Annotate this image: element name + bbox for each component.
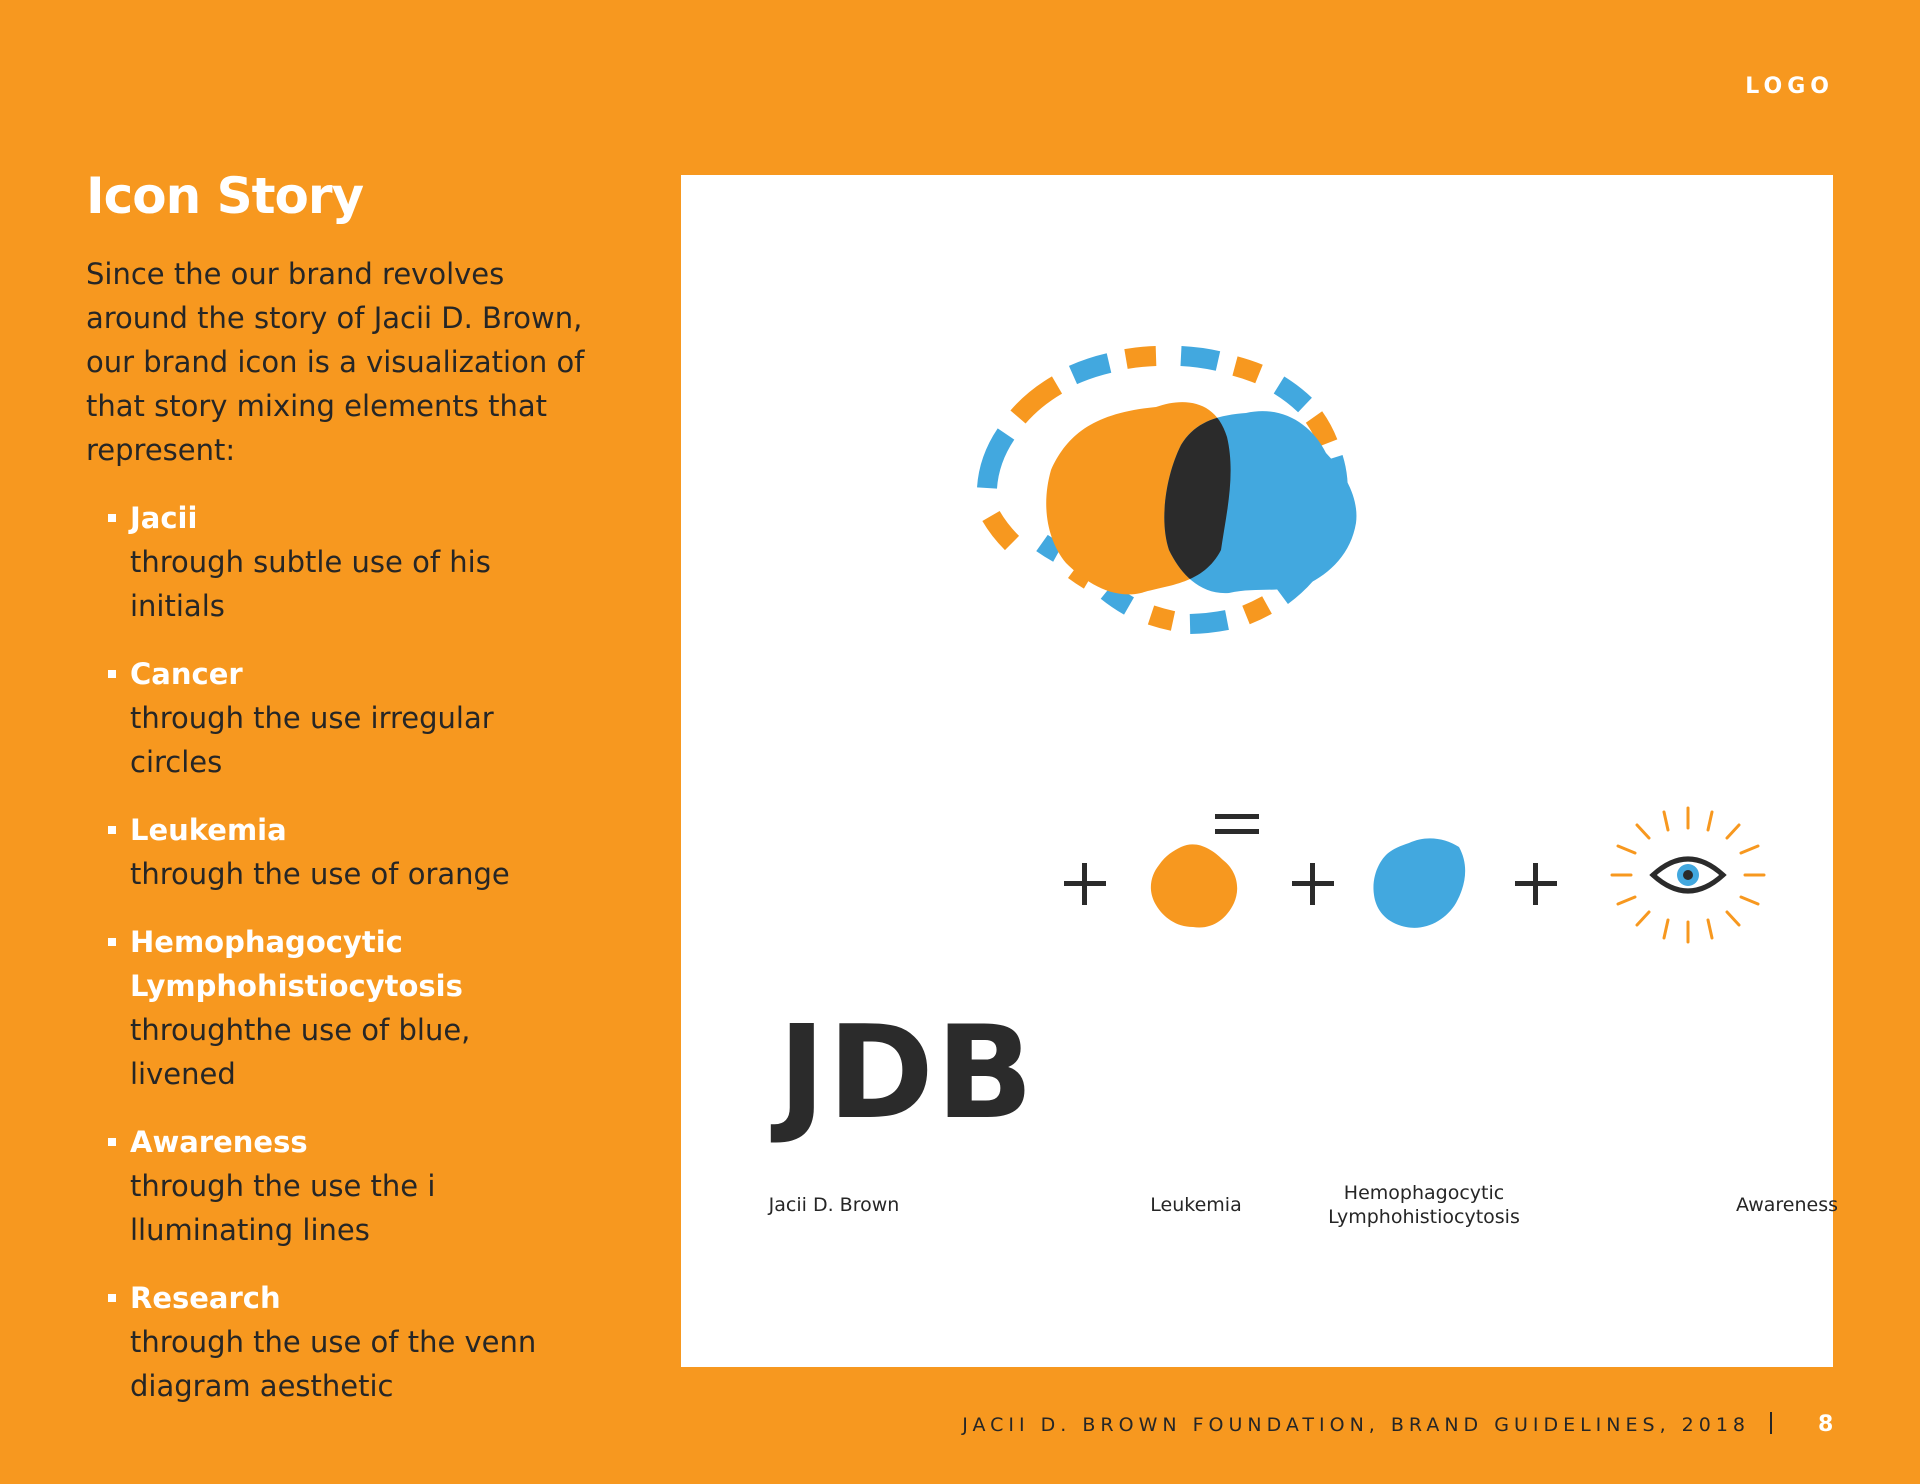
list-item-desc: through the use of orange xyxy=(130,857,510,891)
list-item-desc: through the use the i lluminating lines xyxy=(130,1169,436,1247)
caption-hlh-line2: Lymphohistiocytosis xyxy=(1328,1206,1520,1228)
caption-awareness: Awareness xyxy=(1735,1194,1839,1216)
list-item-desc: through the use irregular circles xyxy=(130,701,494,779)
plus-icon xyxy=(1515,863,1557,905)
element-list xyxy=(86,496,646,1408)
jdb-initials: JDB xyxy=(778,999,1036,1148)
list-item xyxy=(108,920,646,1096)
caption-hlh xyxy=(1304,1181,1544,1229)
caption-hlh-line1: Hemophagocytic xyxy=(1343,1182,1505,1204)
logo-artwork xyxy=(681,175,1833,1367)
logo-panel xyxy=(681,175,1839,1367)
equals-sign xyxy=(1215,814,1259,834)
intro-text: Since the our brand revolves around the story of Jacii D. Brown, our brand icon is a visualization of that story mixing elements that represent: xyxy=(86,257,585,467)
caption-leukemia: Leukemia xyxy=(1150,1194,1242,1216)
list-item-title: Cancer xyxy=(130,657,243,691)
section-label: LOGO xyxy=(1745,74,1834,99)
list-item xyxy=(108,808,646,896)
list-item-desc: through subtle use of his initials xyxy=(130,545,491,623)
footer-divider xyxy=(1770,1412,1772,1434)
list-item xyxy=(108,1120,646,1252)
list-item xyxy=(108,1276,646,1408)
page-title: Icon Story xyxy=(86,167,364,225)
plus-icon xyxy=(1292,863,1334,905)
list-item xyxy=(108,652,646,784)
list-item-title: Hemophagocytic Lymphohistiocytosis xyxy=(130,925,463,1003)
list-item-desc: throughthe use of blue, livened xyxy=(130,1013,471,1091)
orange-blob-icon xyxy=(1151,844,1237,927)
list-item-title: Research xyxy=(130,1281,281,1315)
caption-jacii: Jacii D. Brown xyxy=(768,1194,900,1216)
page-number: 8 xyxy=(1818,1412,1834,1437)
list-item-title: Awareness xyxy=(130,1125,308,1159)
list-item-desc: through the use of the venn diagram aesthetic xyxy=(130,1325,537,1403)
eye-icon xyxy=(1612,808,1764,942)
plus-icon xyxy=(1064,863,1106,905)
brand-logo-icon xyxy=(987,356,1356,624)
left-column xyxy=(86,162,646,1432)
blue-blob-icon xyxy=(1373,838,1465,927)
list-item-title: Jacii xyxy=(130,501,198,535)
list-item xyxy=(108,496,646,628)
list-item-title: Leukemia xyxy=(130,813,287,847)
footer-text: JACII D. BROWN FOUNDATION, BRAND GUIDELINES, 2018 xyxy=(962,1414,1750,1436)
